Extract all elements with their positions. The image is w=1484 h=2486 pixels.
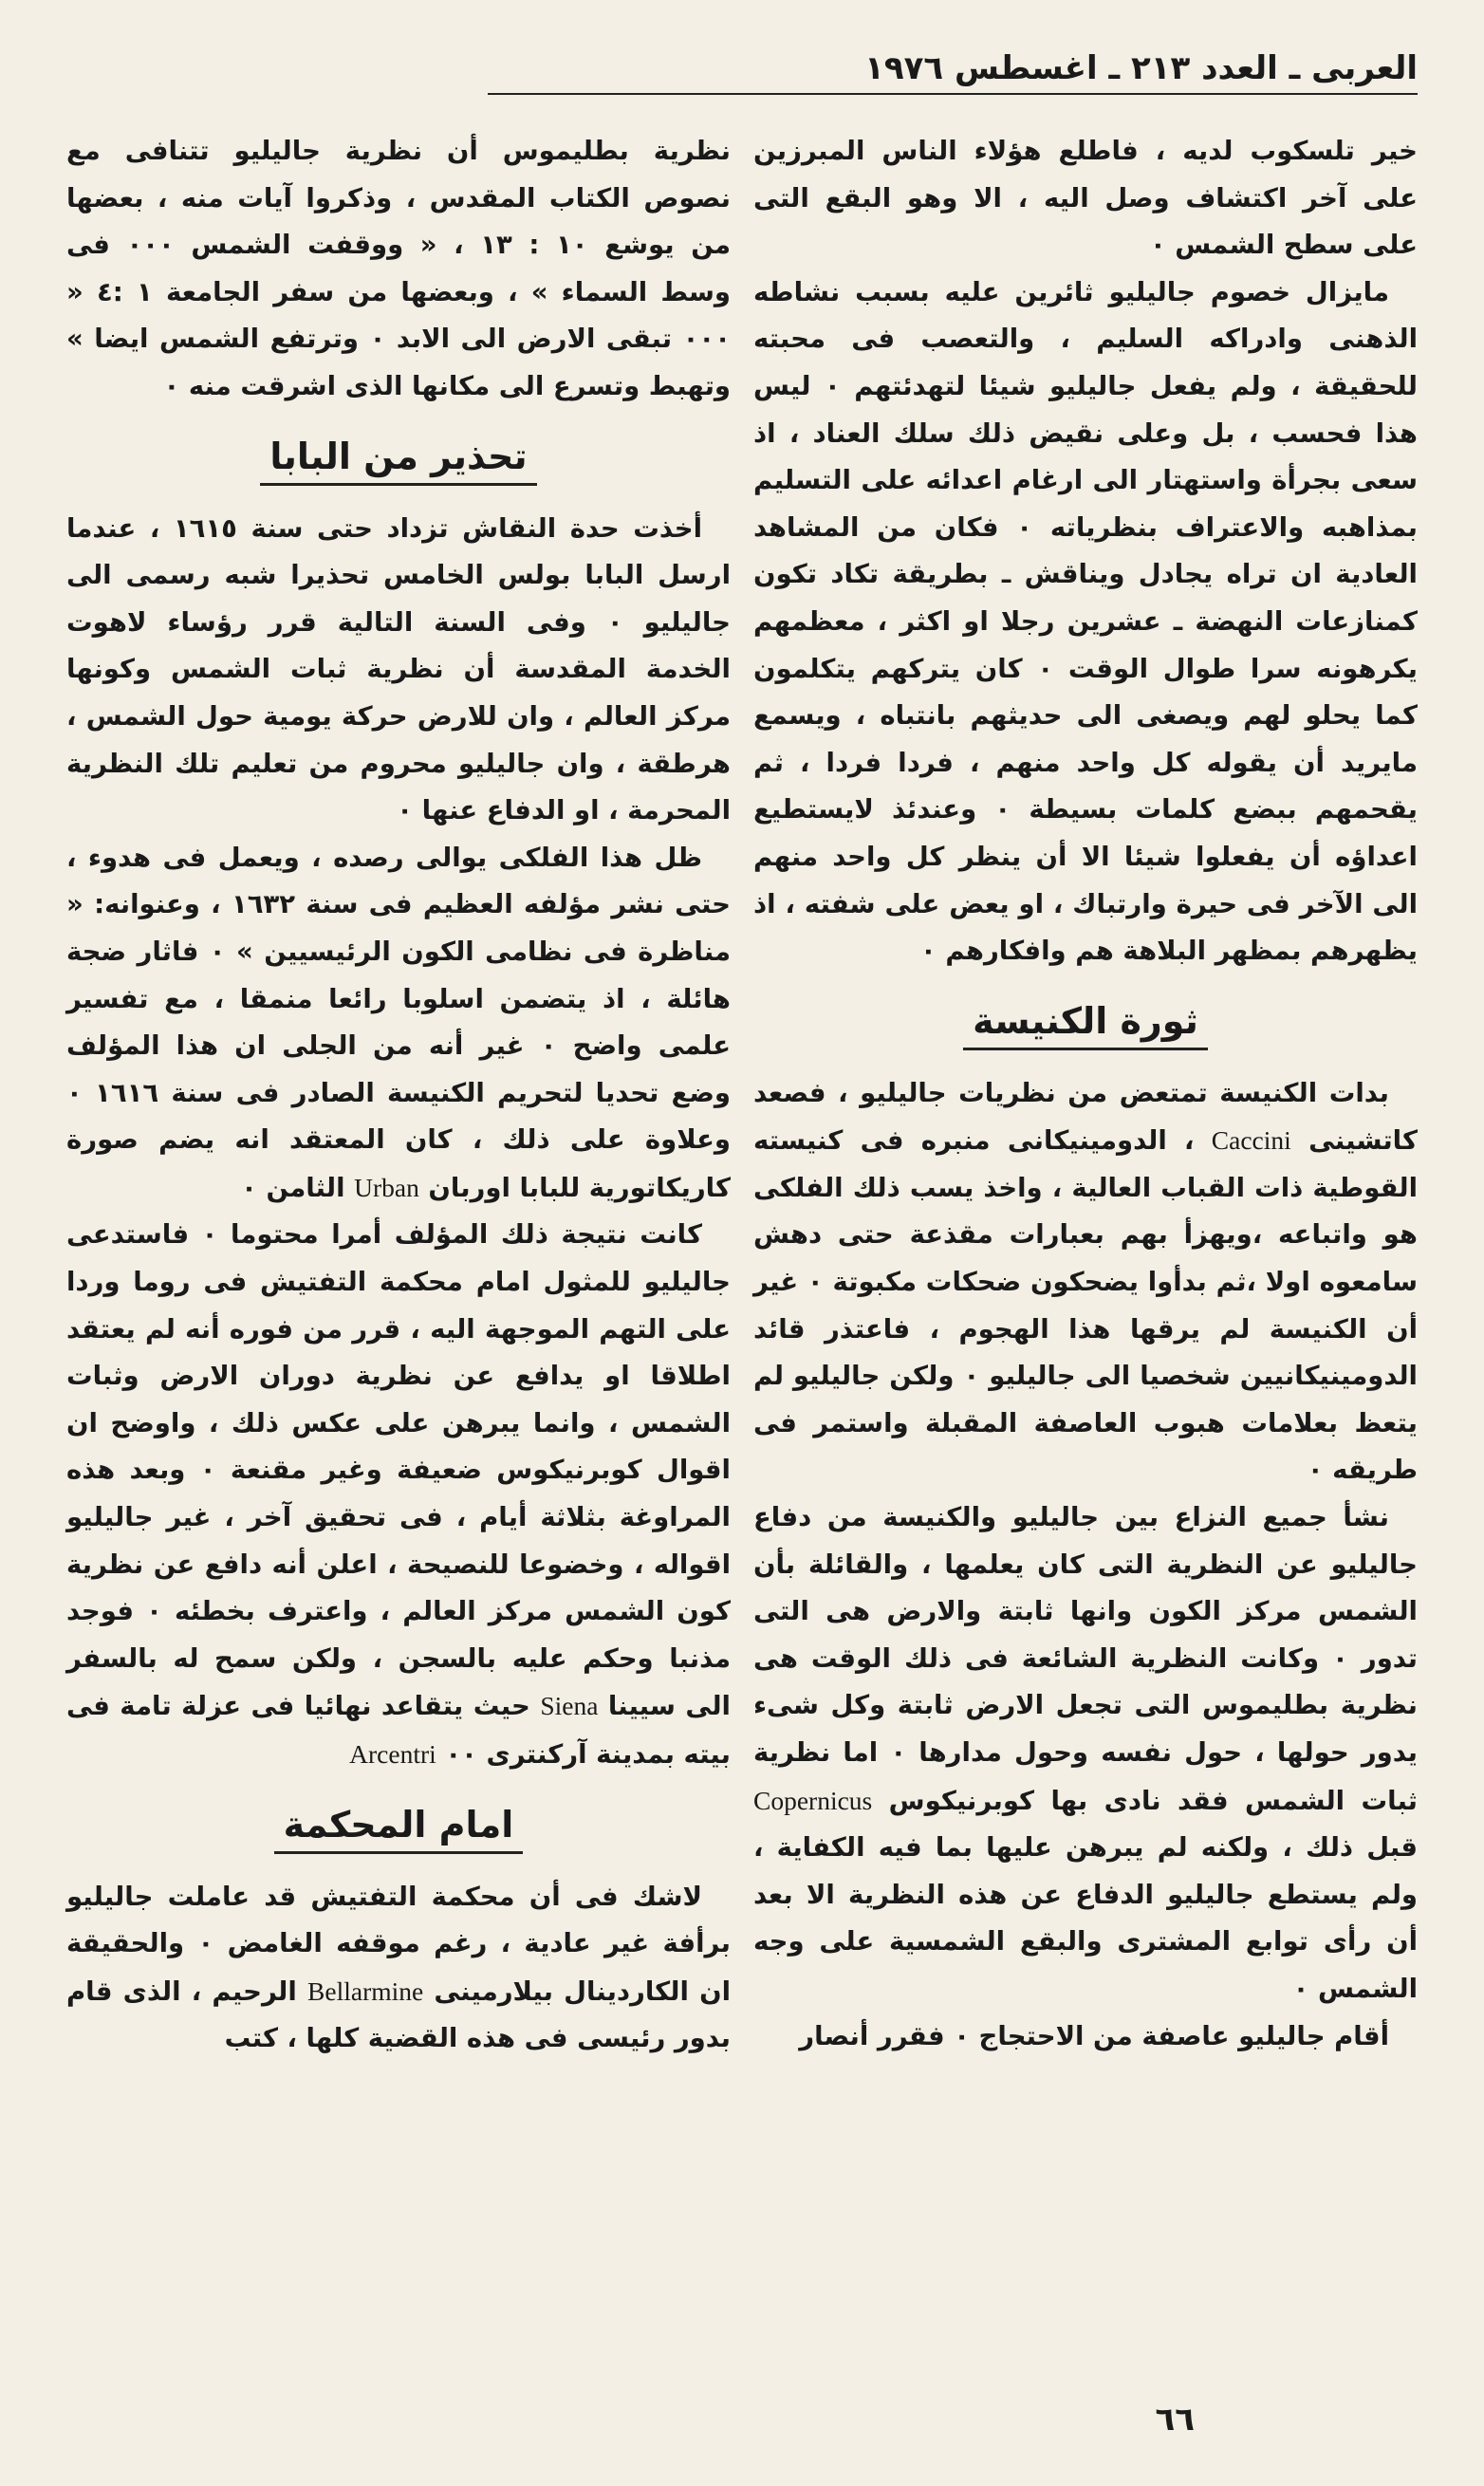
text-run: ظل هذا الفلكى يوالى رصده ، ويعمل فى هدوء ، حتى نشر مؤلفه العظيم فى سنة ١٦٣٢ ، وعنوانه: « مناظرة فى نظامى الكون الرئيسيين » ٠ فاثار ضجة هائلة ، اذ يتضمن اسلوبا رائعا منمقا ، مع تفسير علمى واضح ٠ غير أنه من الجلى ان هذا المؤلف وضع تحديا لتحريم الكنيسة الصادر فى سنة ١٦١٦ ٠ وعلاوة على ذلك ، كان المعتقد انه يضم صورة كاريكاتورية للبابا اوربان <box>66 842 731 1203</box>
text-run: الرحيم ، الذى قام بدور رئيسى فى هذه القضية كلها ، كتب <box>66 1976 731 2054</box>
latin-term: Bellarmine <box>307 1976 424 2006</box>
paragraph <box>66 1874 731 2063</box>
paragraph: مايزال خصوم جاليليو ثائرين عليه بسبب نشاطه الذهنى وادراكه السليم ، والتعصب فى محبته للحقيقة ، ولم يفعل جاليليو شيئا لتهدئتهم ٠ ليس هذا فحسب ، بل وعلى نقيض ذلك سلك العناد ، اذ سعى بجرأة واستهتار الى ارغام اعدائه على التسليم بمذاهبه والاعتراف بنظرياته ٠ فكان من المشاهد العادية ان تراه يجادل ويناقش ـ بطريقة تكاد تكون كمنازعات النهضة ـ عشرين رجلا او اكثر ، معظمهم يكرهونه سرا طوال الوقت ٠ كان يتركهم يتكلمون كما يحلو لهم ويصغى الى حديثهم بانتباه ، ويسمع مايريد أن يقوله كل واحد منهم ، فردا فردا ، ثم يقحمهم ببضع كلمات بسيطة ٠ وعندئذ لايستطيع اعداؤه أن يفعلوا شيئا الا أن ينظر كل واحد منهم الى الآخر فى حيرة وارتباك ، او يعض على شفته ، اذ يظهرهم بمظهر البلاهة هم وافكارهم ٠ <box>753 276 1418 967</box>
paragraph <box>753 1494 1418 2013</box>
heading-text: امام المحكمة <box>274 1804 524 1854</box>
paragraph: نظرية بطليموس أن نظرية جاليليو تتنافى مع نصوص الكتاب المقدس ، وذكروا آيات منه ، بعضها من يوشع ١٠ : ١٣ ، « ووقفت الشمس ٠٠٠ فى وسط السماء » ، وبعضها من سفر الجامعة ١ :٤ « ٠٠٠ تبقى الارض الى الابد ٠ وترتفع الشمس ايضا » وتهبط وتسرع الى مكانها الذى اشرقت منه ٠ <box>66 136 732 401</box>
heading-text: ثورة الكنيسة <box>963 1000 1208 1050</box>
paragraph: أقام جاليليو عاصفة من الاحتجاج ٠ فقرر أنصار <box>799 2020 1389 2051</box>
heading-text: تحذير من البابا <box>260 436 536 486</box>
paragraph <box>66 1212 731 1778</box>
section-heading <box>753 994 1418 1048</box>
paragraph <box>753 1070 1418 1494</box>
left-column <box>66 128 731 2063</box>
text-run: لاشك فى أن محكمة التفتيش قد عاملت جاليليو برأفة غير عادية ، رغم موقفه الغامض ٠ والحقيقة ان الكاردينال بيلارمينى <box>66 1881 732 2007</box>
text-run: نشأ جميع النزاع بين جاليليو والكنيسة من دفاع جاليليو عن النظرية التى كان يعلمها ، والقائلة بأن الشمس مركز الكون وانها ثابتة والارض هى التى تدور ٠ وكانت النظرية الشائعة فى ذلك الوقت هى نظرية بطليموس التى تجعل الارض ثابتة وكل شىء يدور حولها ، حول نفسه وحول مدارها ٠ اما نظرية ثبات الشمس فقد نادى بها كوبرنيكوس <box>753 1502 1418 1816</box>
paragraph: خير تلسكوب لديه ، فاطلع هؤلاء الناس المبرزين على آخر اكتشاف وصل اليه ، الا وهو البقع التى على سطح الشمس ٠ <box>753 136 1418 261</box>
text-run: كانت نتيجة ذلك المؤلف أمرا محتوما ٠ فاستدعى جاليليو للمثول امام محكمة التفتيش فى روما وردا على التهم الموجهة اليه ، قرر من فوره أنه لم يعتقد اطلاقا او يدافع عن نظرية دوران الارض وثبات الشمس ، وانما يبرهن على عكس ذلك ، واوضح ان اقوال كوبرنيكوس ضعيفة وغير مقنعة ٠ وبعد هذه المراوغة بثلاثة أيام ، فى تحقيق آخر ، غير جاليليو اقواله ، وخضوعا للنصيحة ، اعلن أنه دافع عن نظرية كون الشمس مركز العالم ، واعترف بخطئه ٠ فوجد مذنبا وحكم عليه بالسجن ، ولكن سمح له بالسفر الى سيينا <box>66 1219 732 1722</box>
text-run: حيث يتقاعد نهائيا فى عزلة تامة فى بيته بمدينة آركنترى ٠٠ <box>66 1691 731 1770</box>
text-run: بدات الكنيسة تمتعض من نظريات جاليليو ، فصعد كاتشينى <box>753 1077 1418 1157</box>
paragraph: أخذت حدة النقاش تزداد حتى سنة ١٦١٥ ، عندما ارسل البابا بولس الخامس تحذيرا شبه رسمى الى جاليليو ٠ وفى السنة التالية قرر رؤساء لاهوت الخدمة المقدسة أن نظرية ثبات الشمس وكونها مركز العالم ، وان للارض حركة يومية حول الشمس ، هرطقة ، وان جاليليو محروم من تعليم تلك النظرية المحرمة ، او الدفاع عنها ٠ <box>66 512 731 826</box>
section-heading <box>66 430 731 483</box>
text-run: الثامن ٠ <box>241 1172 345 1203</box>
paragraph <box>66 835 731 1213</box>
right-column <box>753 128 1418 2060</box>
text-run: قبل ذلك ، ولكنه لم يبرهن عليها بما فيه الكفاية ، ولم يستطع جاليليو الدفاع عن هذه النظرية الا بعد أن رأى توابع المشترى والبقع الشمسية على وجه الشمس ٠ <box>753 1832 1418 2004</box>
page-number: ٦٦ <box>1155 2401 1195 2439</box>
latin-term: Siena <box>540 1691 599 1721</box>
latin-term: Caccini <box>1211 1125 1291 1156</box>
latin-term: Arcentri <box>349 1739 436 1769</box>
latin-term: Copernicus <box>753 1785 873 1815</box>
text-run: ، الدومينيكانى منبره فى كنيسته القوطية ذات القباب العالية ، واخذ يسب ذلك الفلكى هو واتباعه ،ويهزأ بهم بعبارات مقذعة حتى دهش سامعوه اولا ،ثم بدأوا يضحكون ضحكات مكبوتة ٠ غير أن الكنيسة لم يرقها هذا الهجوم ، فاعتذر قائد الدومينيكانيين شخصيا الى جاليليو ٠ ولكن جاليليو لم يتعظ بعلامات هبوب العاصفة المقبلة واستمر فى طريقه ٠ <box>753 1125 1418 1486</box>
running-header: العربى ـ العدد ٢١٣ ـ اغسطس ١٩٧٦ <box>488 49 1418 95</box>
section-heading <box>66 1798 731 1851</box>
latin-term: Urban <box>354 1172 419 1202</box>
